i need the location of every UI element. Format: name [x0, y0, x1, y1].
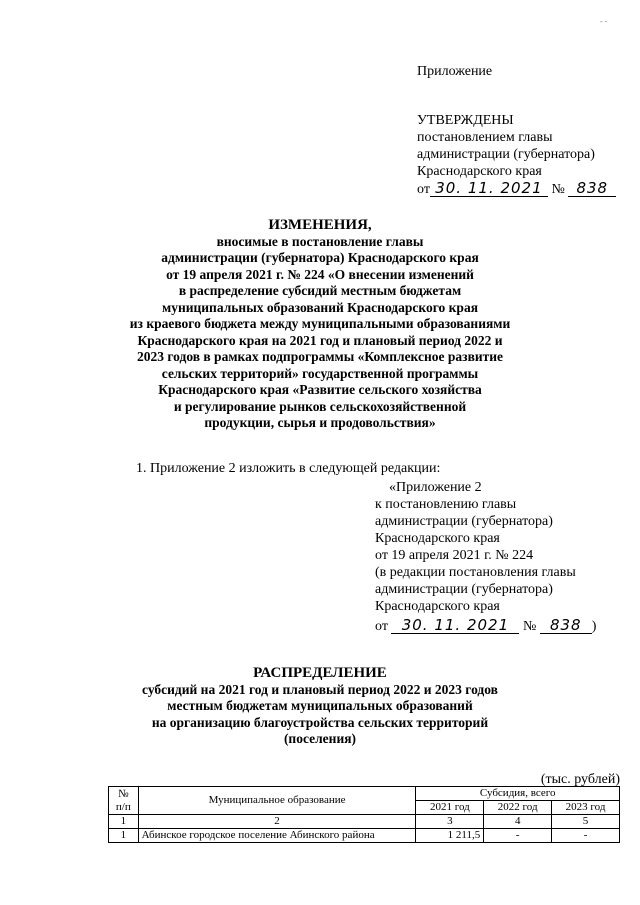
changes-line: в распределение субсидий местным бюджетам — [178, 283, 462, 298]
col-header-subsidy-total: Субсидия, всего — [416, 787, 620, 801]
new-appendix-line: (в редакции постановления главы — [375, 565, 576, 580]
table-index-row — [109, 815, 620, 829]
table-row — [109, 829, 620, 843]
approved-label: УТВЕРЖДЕНЫ — [417, 113, 514, 128]
index-cell: 2 — [138, 815, 416, 829]
closing-paren: ) — [591, 619, 597, 634]
new-appendix-block — [375, 479, 596, 635]
date-prefix: от — [417, 182, 430, 197]
distribution-line: на организацию благоустройства сельских территорий — [151, 714, 489, 730]
new-appendix-line: к постановлению главы — [375, 497, 517, 512]
changes-line: сельских территорий» государственной программы — [161, 365, 479, 381]
approval-stamp — [417, 112, 616, 198]
changes-line: и регулирование рынков сельскохозяйственной — [173, 398, 467, 414]
changes-line: от 19 апреля 2021 г. № 224 «О внесении изменений — [166, 266, 474, 282]
index-cell: 5 — [552, 815, 620, 829]
changes-line: администрации (губернатора) Краснодарского края — [161, 250, 479, 265]
number-sign: № — [522, 619, 537, 634]
appendix-label: Приложение — [417, 64, 493, 79]
handwritten-date: 30. 11. 2021 — [430, 180, 548, 197]
new-appendix-line: «Приложение 2 — [389, 480, 482, 495]
row-value-2022: - — [484, 829, 552, 843]
changes-heading: ИЗМЕНЕНИЯ, — [268, 217, 372, 233]
row-municipality: Абинское городское поселение Абинского района — [138, 829, 416, 843]
handwritten-number: 838 — [540, 617, 592, 634]
index-cell: 3 — [416, 815, 484, 829]
new-appendix-date-line — [375, 617, 596, 635]
handwritten-date: 30. 11. 2021 — [391, 617, 519, 634]
row-value-2023: - — [552, 829, 620, 843]
changes-line: муниципальных образований Краснодарского края — [162, 299, 478, 315]
col-header-year: 2023 год — [552, 801, 620, 815]
distribution-table — [108, 786, 620, 843]
approval-date-line — [417, 180, 616, 198]
new-appendix-line: администрации (губернатора) — [375, 582, 553, 597]
new-appendix-line: Краснодарского края — [375, 531, 500, 546]
distribution-line: (поселения) — [283, 731, 357, 746]
approval-line: Краснодарского края — [417, 164, 542, 179]
distribution-heading: РАСПРЕДЕЛЕНИЕ — [253, 665, 387, 681]
number-sign: № — [551, 182, 565, 197]
new-appendix-line: Краснодарского края — [375, 599, 500, 614]
changes-line: Краснодарского края «Развитие сельского хозяйства — [158, 382, 482, 397]
new-appendix-line: от 19 апреля 2021 г. № 224 — [375, 548, 534, 563]
distribution-line: местным бюджетам муниципальных образований — [167, 698, 473, 713]
col-header-year: 2022 год — [484, 801, 552, 815]
approval-line: администрации (губернатора) — [417, 147, 595, 162]
date-prefix: от — [375, 619, 388, 634]
corner-marks: - - — [600, 18, 608, 26]
changes-line: 2023 годов в рамках подпрограммы «Комплексное развитие — [136, 349, 504, 364]
item-1-text: 1. Приложение 2 изложить в следующей редакции: — [136, 461, 441, 476]
changes-line: из краевого бюджета между муниципальными образованиями — [129, 316, 511, 331]
row-number: 1 — [109, 829, 139, 843]
row-value-2021: 1 211,5 — [416, 829, 484, 843]
new-appendix-line: администрации (губернатора) — [375, 514, 553, 529]
index-cell: 1 — [109, 815, 139, 829]
index-cell: 4 — [484, 815, 552, 829]
changes-title — [40, 217, 600, 432]
approval-line: постановлением главы — [417, 130, 553, 145]
col-header-year: 2021 год — [416, 801, 484, 815]
col-header-no-line2: п/п — [115, 800, 131, 813]
col-header-no-line1: № — [118, 787, 129, 800]
distribution-title — [40, 665, 600, 748]
table-header-row — [109, 787, 620, 801]
col-header-no — [109, 787, 139, 815]
table-units: (тыс. рублей) — [540, 772, 620, 787]
handwritten-number: 838 — [568, 180, 616, 197]
col-header-municipality: Муниципальное образование — [138, 787, 416, 815]
changes-line: продукции, сырья и продовольствия» — [204, 415, 436, 430]
changes-line: вносимые в постановление главы — [216, 233, 424, 249]
distribution-line: субсидий на 2021 год и плановый период 2022 и 2023 годов — [142, 681, 498, 697]
changes-line: Краснодарского края на 2021 год и плановый период 2022 и — [137, 332, 503, 348]
